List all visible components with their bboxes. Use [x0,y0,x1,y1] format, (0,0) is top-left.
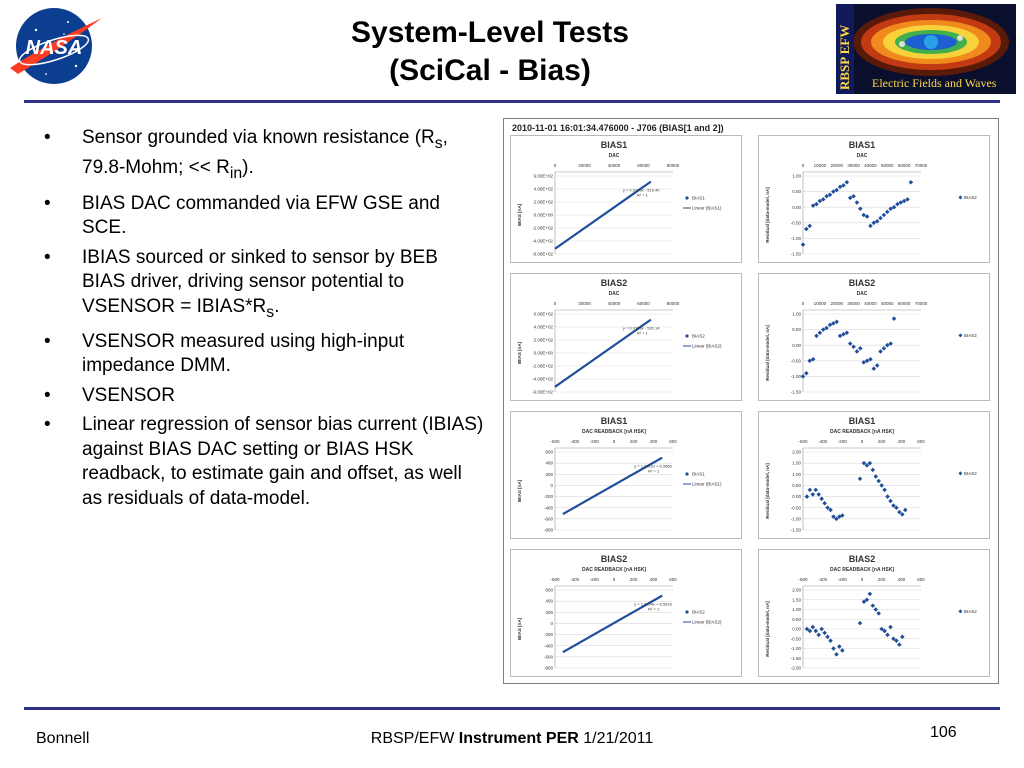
y-tick-label: 0.50 [792,483,801,489]
bullet-item [44,330,484,379]
footer-date: 1/21/2011 [578,730,654,747]
y-tick-label: -0.50 [790,220,801,226]
bullet-text: ). [242,157,254,179]
y-tick-label: 600 [545,449,553,455]
bullet-dot: • [44,127,51,148]
x-tick-label: 200 [877,577,886,582]
y-tick-label: 0.50 [792,616,801,622]
x-axis-label: DAC [856,153,868,159]
legend-label: BIAS2 [964,471,977,476]
fit-equation-label: y = 0.0159x - 520.14 [622,325,660,331]
y-tick-label: -600 [543,654,553,660]
data-point [874,607,879,612]
nasa-logo [6,4,104,88]
legend-marker [685,334,688,337]
y-tick-label: 0.50 [792,189,801,195]
legend-label: Linear (BIAS2) [692,343,722,349]
x-tick-label: 0 [612,577,616,582]
chart-svg [759,274,991,402]
legend-marker [685,472,688,475]
y-tick-label: -200 [543,494,553,500]
footer-author: Bonnell [36,730,90,747]
data-point [882,213,887,218]
footer-project: RBSP/EFW [370,730,459,747]
bullet-text: Linear regression of sensor bias current (IBIAS) against BIAS DAC setting or BIAS HSK readback, to estimate gain and offset, as well as residuals of data-model. [82,414,484,509]
y-tick-label: -400 [543,643,553,649]
y-tick-label: 2.00E+02 [533,337,553,343]
data-point [871,603,876,608]
data-point [900,635,905,640]
x-tick-label: 400 [897,439,906,444]
y-tick-label: -1.50 [790,527,801,533]
fit-equation-label: y = 1.0012x + 6.9566 [634,463,672,469]
x-tick-label: 70000 [914,301,928,306]
y-tick-label: -1.50 [790,655,801,661]
data-point [855,349,860,354]
y-tick-label: 1.00 [792,173,801,179]
chart-panel [758,135,990,263]
y-tick-label: -2.00 [790,665,801,671]
legend-marker [685,196,688,199]
y-tick-label: -600 [543,516,553,522]
y-tick-label: -6.00E+02 [532,251,553,257]
bullet-dot: • [44,246,51,268]
data-point [801,242,806,247]
fit-equation-label: y = 1.0054x + 6.5618 [634,601,672,607]
data-point [858,476,863,481]
data-point [818,330,823,335]
x-tick-label: 0 [553,163,557,168]
slide-title [250,14,730,90]
r-squared-label: R² = 1 [636,192,648,198]
y-tick-label: -1.00 [790,374,801,379]
x-tick-label: 20000 [830,301,843,306]
data-point [814,488,819,493]
x-tick-label: 200 [629,439,638,444]
y-tick-label: 6.00E+02 [533,173,553,179]
data-point [807,224,812,229]
data-point [845,180,850,185]
y-tick-label: 200 [545,609,553,615]
x-tick-label: 400 [649,439,658,444]
y-tick-label: 200 [545,471,553,477]
legend-label: BIAS2 [692,333,705,339]
y-tick-label: 1.50 [792,597,801,603]
title-line-2: (SciCal - Bias) [389,54,591,87]
r-squared-label: R² = 1 [648,468,660,474]
x-tick-label: 40000 [607,301,621,306]
data-point [831,646,836,651]
y-tick-label: 0 [550,483,553,489]
data-point [816,492,821,497]
x-tick-label: -400 [818,439,828,444]
y-tick-label: -400 [543,505,553,511]
y-tick-label: -0.50 [790,505,801,511]
data-point [804,371,809,376]
x-tick-label: 200 [877,439,886,444]
x-tick-label: 20000 [830,163,843,168]
data-point [885,210,890,215]
data-point [868,592,873,597]
x-tick-label: 0 [801,301,805,306]
bullet-subscript: s [434,134,443,152]
y-tick-label: -800 [543,527,553,533]
legend-label: BIAS2 [964,609,977,614]
data-point [814,334,819,339]
bullet-dot: • [44,330,51,352]
x-tick-label: 30000 [847,301,860,306]
data-point [858,621,863,626]
y-tick-label: 600 [545,587,553,593]
y-tick-label: -0.50 [790,636,801,642]
y-tick-label: 1.00 [792,471,801,477]
x-axis-label: DAC [608,291,620,297]
y-tick-label: 0.00 [792,494,801,500]
x-tick-label: 10000 [813,301,827,306]
data-point [819,497,824,502]
y-tick-label: 6.00E+02 [533,311,553,317]
y-tick-label: -2.00E+02 [532,225,553,231]
x-tick-label: 60000 [897,301,911,306]
bullet-dot: • [44,384,51,406]
y-axis-label: IBIAS [nA] [517,617,522,641]
chart-panel [758,411,990,539]
x-axis-label: DAC READBACK [nA HSK] [830,429,894,435]
data-point [822,501,827,506]
data-point [814,629,819,634]
bullet-item [44,413,484,511]
data-point [897,642,902,647]
bullet-text: , 79.8-Mohm; << R [82,127,448,179]
header-divider [24,100,1000,103]
bias-test-figure [503,118,999,684]
x-tick-label: -400 [570,577,580,582]
y-tick-label: 1.50 [792,460,801,466]
y-tick-label: 2.00E+02 [533,199,553,205]
data-point [888,499,893,504]
r-squared-label: R² = 1 [648,606,660,612]
chart-panel [510,549,742,677]
bullet-text: . [274,295,280,317]
data-point [811,492,816,497]
y-tick-label: -1.00 [790,236,801,241]
chart-title: BIAS2 [600,278,628,288]
y-tick-label: 4.00E+02 [533,324,553,330]
chart-panel [510,273,742,401]
data-point [819,627,824,632]
data-point [903,508,908,513]
x-tick-label: 20000 [578,301,591,306]
r-squared-label: R² = 1 [636,330,648,336]
efw-logo-side-text: RBSP EFW [837,24,852,90]
y-tick-label: -0.50 [790,358,801,364]
data-point [834,652,839,657]
legend-label: Linear (BIAS2) [692,619,722,625]
y-tick-label: 0.50 [792,327,801,333]
chart-svg [511,136,743,264]
chart-panel [510,411,742,539]
data-point [876,611,881,616]
y-axis-label: IBIAS [nA] [517,341,522,365]
legend-label: BIAS2 [964,333,977,338]
y-tick-label: 1.00 [792,607,801,613]
bullet-dot: • [44,414,51,436]
x-tick-label: 20000 [578,163,591,168]
legend-label: BIAS2 [964,195,977,200]
chart-title: BIAS1 [848,140,876,150]
x-tick-label: 30000 [847,163,860,168]
data-point [804,227,809,232]
data-point [828,638,833,643]
legend-label: BIAS1 [692,471,705,477]
y-tick-label: 0.00E+00 [533,212,553,218]
legend-label: Linear (BIAS1) [692,205,722,211]
y-axis-label: IBIAS [nA] [517,203,522,227]
y-tick-label: -4.00E+02 [532,238,553,244]
chart-svg [759,550,991,678]
data-point [882,488,887,493]
data-point [816,633,821,638]
chart-panel [758,549,990,677]
x-tick-label: 80000 [666,163,680,168]
page-number: 106 [930,724,957,741]
x-tick-label: 60000 [897,163,911,168]
x-tick-label: 50000 [881,301,894,306]
bullet-subscript: in [229,165,243,183]
legend-marker [958,333,962,337]
x-tick-label: 0 [801,163,805,168]
x-tick-label: 0 [553,301,557,306]
y-tick-label: 0.00E+00 [533,350,553,356]
chart-title: BIAS1 [600,140,628,150]
x-tick-label: 0 [612,439,616,444]
x-tick-label: -200 [837,439,847,444]
figure-title: 2010-11-01 16:01:34.476000 - J706 (BIAS[1 and 2]) [512,123,724,133]
y-tick-label: 2.00 [792,587,801,593]
y-tick-label: -1.50 [790,251,801,257]
legend-marker [958,195,962,199]
bullet-text: BIAS DAC commanded via EFW GSE and SCE. [82,192,440,239]
efw-logo-caption: Electric Fields and Waves [872,76,997,90]
data-point [882,346,887,351]
x-tick-label: 10000 [813,163,827,168]
x-tick-label: -200 [589,577,599,582]
x-tick-label: 200 [629,577,638,582]
bullet-item [44,126,484,187]
y-tick-label: -2.00E+02 [532,363,553,369]
x-tick-label: 600 [917,439,925,444]
x-tick-label: 40000 [864,301,877,306]
legend-marker [958,471,962,475]
y-tick-label: -1.50 [790,389,801,395]
x-tick-label: 40000 [864,163,877,168]
data-point [879,483,884,488]
chart-title: BIAS2 [848,278,876,288]
data-point [858,346,863,351]
chart-svg [511,274,743,402]
x-tick-label: -600 [550,577,560,582]
y-axis-label: Residual [data-model, nA] [765,325,770,381]
bullet-dot: • [44,192,51,214]
data-point [808,488,813,493]
data-point [822,631,827,636]
data-point [801,374,806,379]
footer-center [0,730,1024,748]
x-tick-label: -600 [550,439,560,444]
data-point [811,625,816,630]
data-point [878,349,883,354]
y-tick-label: 2.00 [792,449,801,455]
data-point [909,180,914,185]
footer-divider [24,707,1000,710]
chart-title: BIAS1 [848,416,876,426]
x-axis-label: DAC READBACK [nA HSK] [830,567,894,573]
x-tick-label: 600 [917,577,925,582]
y-tick-label: 4.00E+02 [533,186,553,192]
x-tick-label: 60000 [637,301,650,306]
x-axis-label: DAC [608,153,620,159]
legend-label: BIAS1 [692,195,705,201]
chart-svg [759,412,991,540]
chart-title: BIAS2 [848,554,876,564]
x-tick-label: -200 [837,577,847,582]
data-point [868,224,873,229]
y-tick-label: 1.00 [792,311,801,317]
bullet-item [44,246,484,325]
y-tick-label: 0.00 [792,342,801,348]
x-tick-label: 0 [860,577,864,582]
nasa-logo-text: NASA [25,37,83,59]
bullet-text: VSENSOR [82,384,175,406]
y-tick-label: -200 [543,632,553,638]
x-tick-label: 80000 [666,301,680,306]
chart-svg [759,136,991,264]
x-tick-label: 600 [669,439,677,444]
bullet-list [44,126,484,516]
chart-title: BIAS1 [600,416,628,426]
y-axis-label: IBIAS [nA] [517,479,522,503]
bullet-item [44,192,484,241]
x-tick-label: 50000 [881,163,894,168]
footer-doc-title: Instrument PER [458,730,579,747]
bullet-text: Sensor grounded via known resistance (R [82,127,435,148]
fit-equation-label: y = 0.0159x - 519.40 [622,187,660,193]
x-axis-label: DAC [856,291,868,297]
y-axis-label: Residual [data-model, nA] [765,187,770,243]
legend-label: Linear (BIAS1) [692,481,722,487]
chart-svg [511,550,743,678]
y-axis-label: Residual [data-model, nA] [765,463,770,519]
data-point [855,200,860,205]
legend-marker [685,610,688,613]
x-tick-label: -600 [798,577,808,582]
data-point [876,479,881,484]
y-tick-label: -6.00E+02 [532,389,553,395]
efw-logo [836,4,1016,94]
y-tick-label: -1.00 [790,516,801,522]
x-tick-label: 40000 [607,163,621,168]
legend-marker [958,609,962,613]
x-axis-label: DAC READBACK [nA HSK] [582,429,646,435]
y-tick-label: -800 [543,665,553,671]
x-tick-label: -400 [570,439,580,444]
x-tick-label: 400 [897,577,906,582]
chart-panel [510,135,742,263]
legend-label: BIAS2 [692,609,705,615]
data-point [840,648,845,653]
y-tick-label: -1.00 [790,646,801,652]
data-point [888,625,893,630]
title-line-1: System-Level Tests [351,16,629,49]
chart-title: BIAS2 [600,554,628,564]
x-tick-label: 60000 [637,163,650,168]
y-axis-label: Residual [data-model, nA] [765,601,770,657]
x-tick-label: 70000 [914,163,928,168]
x-tick-label: -400 [818,577,828,582]
data-point [872,366,877,371]
data-point [885,633,890,638]
x-tick-label: 400 [649,577,658,582]
data-point [874,474,879,479]
x-axis-label: DAC READBACK [nA HSK] [582,567,646,573]
x-tick-label: -600 [798,439,808,444]
bullet-subscript: s [266,303,275,321]
chart-panel [758,273,990,401]
data-point [878,216,883,221]
data-point [885,494,890,499]
x-tick-label: -200 [589,439,599,444]
data-point [825,635,830,640]
data-point [871,468,876,473]
data-point [892,316,897,321]
y-tick-label: 400 [545,460,553,466]
y-tick-label: 400 [545,598,553,604]
data-point [805,494,810,499]
chart-svg [511,412,743,540]
y-tick-label: 0.00 [792,626,801,632]
x-tick-label: 600 [669,577,677,582]
data-point [875,363,880,368]
y-tick-label: 0 [550,621,553,627]
y-tick-label: -4.00E+02 [532,376,553,382]
x-tick-label: 0 [860,439,864,444]
bullet-text: VSENSOR measured using high-input impedance DMM. [82,330,405,377]
y-tick-label: 0.00 [792,204,801,210]
data-point [837,644,842,649]
bullet-item [44,384,484,409]
bullet-text: IBIAS sourced or sinked to sensor by BEB BIAS driver, driving sensor potential to VSENSOR = IBIAS*R [82,246,438,317]
